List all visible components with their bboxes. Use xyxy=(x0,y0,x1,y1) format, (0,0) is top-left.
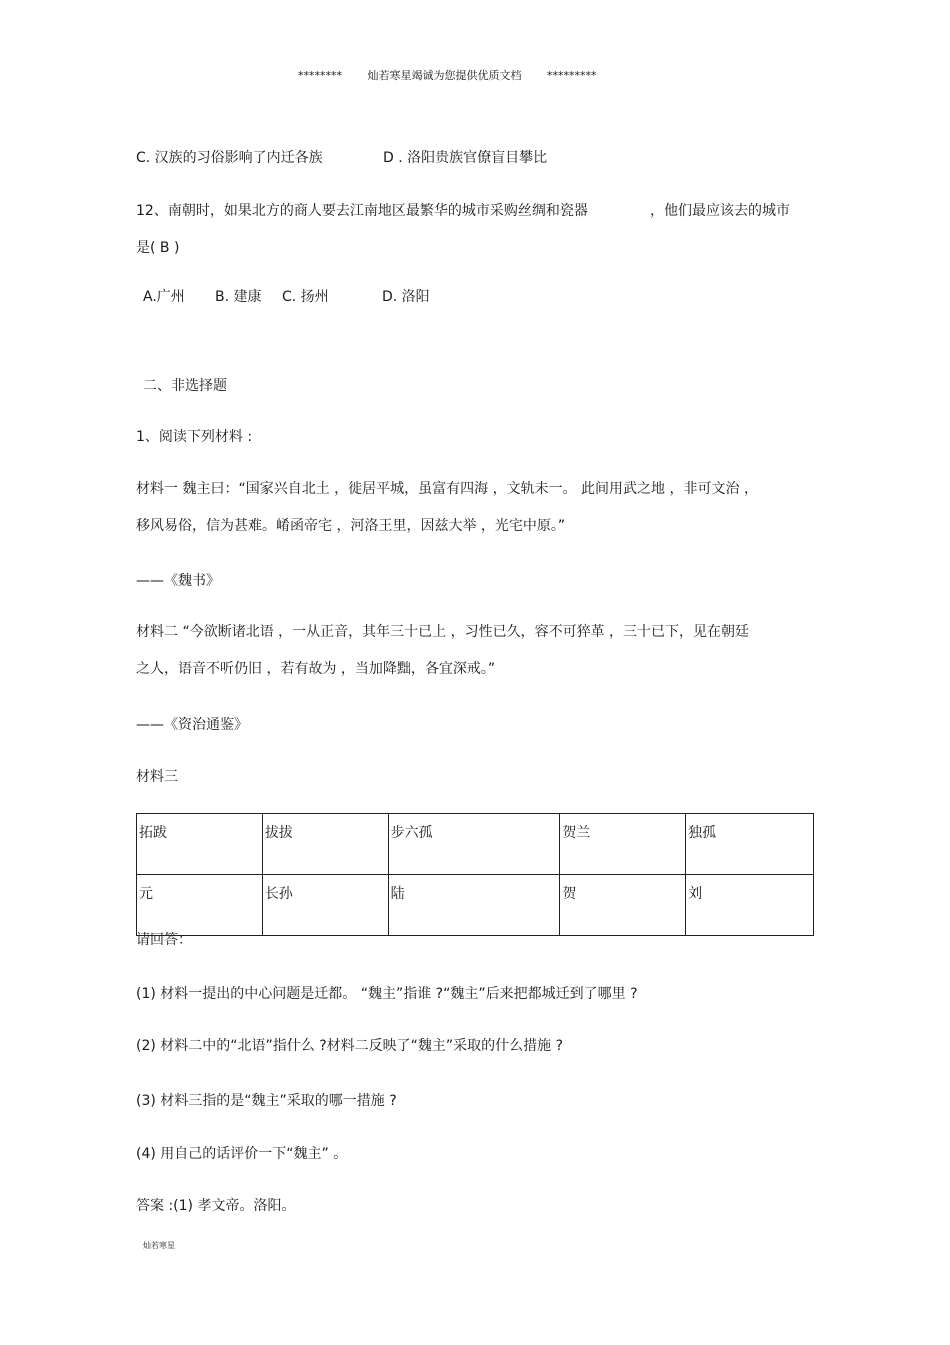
table-cell: 元 xyxy=(137,875,263,936)
question-item-2: (2) 材料二中的“北语”指什么 ?材料二反映了“魏主”采取的什么措施 ? xyxy=(136,1038,564,1054)
q12-option-c: C. 扬州 xyxy=(282,289,329,305)
question-item-1: (1) 材料一提出的中心问题是迁都。 “魏主”指谁 ?“魏主”后来把都城迁到了哪里 ? xyxy=(136,986,638,1002)
material2-line1: 材料二 “今欲断诸北语 ，一从正音，其年三十已上 ，习性已久，容不可猝革 ，三十已下，见在朝廷 xyxy=(136,624,750,640)
table-cell: 拔拔 xyxy=(262,814,388,875)
q12-option-a: A.广州 xyxy=(143,289,185,305)
answer-text: 答案 :(1) 孝文帝。洛阳。 xyxy=(136,1198,296,1214)
page-footer: 灿若寒星 xyxy=(143,1241,175,1250)
q11-option-c: C. 汉族的习俗影响了内迁各族 xyxy=(136,150,323,166)
header-stars-left: ******** xyxy=(298,69,342,82)
table-cell: 拓跋 xyxy=(137,814,263,875)
header-title: 灿若寒星竭诚为您提供优质文档 xyxy=(367,69,522,82)
page-header xyxy=(298,67,597,83)
material1-source: ——《魏书》 xyxy=(136,573,220,589)
answer-prompt: 请回答： xyxy=(136,932,192,948)
table-cell: 步六孤 xyxy=(388,814,560,875)
material2-line2: 之人，语音不听仍旧 ，若有故为 ，当加降黜，各宜深戒。” xyxy=(136,661,496,677)
table-cell: 独孤 xyxy=(686,814,814,875)
q12-line2: 是( B ) xyxy=(136,240,180,256)
table-row xyxy=(137,814,814,875)
material1-line2: 移风易俗，信为甚难。崤函帝宅 ，河洛王里，因兹大举 ，光宅中原。” xyxy=(136,518,566,534)
table-cell: 贺 xyxy=(560,875,686,936)
table-cell: 贺兰 xyxy=(560,814,686,875)
question-item-3: (3) 材料三指的是“魏主”采取的哪一措施 ? xyxy=(136,1093,397,1109)
q12-option-b: B. 建康 xyxy=(215,289,262,305)
table-row xyxy=(137,875,814,936)
material3-label: 材料三 xyxy=(136,769,178,785)
question-item-4: (4) 用自己的话评价一下“魏主” 。 xyxy=(136,1146,348,1162)
table-cell: 长孙 xyxy=(262,875,388,936)
q12-line1: 12、南朝时，如果北方的商人要去江南地区最繁华的城市采购丝绸和瓷器 xyxy=(136,203,588,219)
table-cell: 刘 xyxy=(686,875,814,936)
q11-option-d: D . 洛阳贵族官僚盲目攀比 xyxy=(383,150,548,166)
question-1-intro: 1、阅读下列材料 : xyxy=(136,429,253,445)
section-title: 二、非选择题 xyxy=(143,378,227,394)
surname-table xyxy=(136,813,814,936)
q12-line1-tail: ，他们最应该去的城市 xyxy=(650,203,790,219)
table-cell: 陆 xyxy=(388,875,560,936)
material2-source: ——《资治通鉴》 xyxy=(136,717,248,733)
material1-line1: 材料一 魏主曰：“国家兴自北土 ，徙居平城，虽富有四海 ，文轨未一。 此间用武之地 ，非可文治 ， xyxy=(136,481,758,497)
header-stars-right: ********* xyxy=(547,69,597,82)
q12-option-d: D. 洛阳 xyxy=(382,289,430,305)
